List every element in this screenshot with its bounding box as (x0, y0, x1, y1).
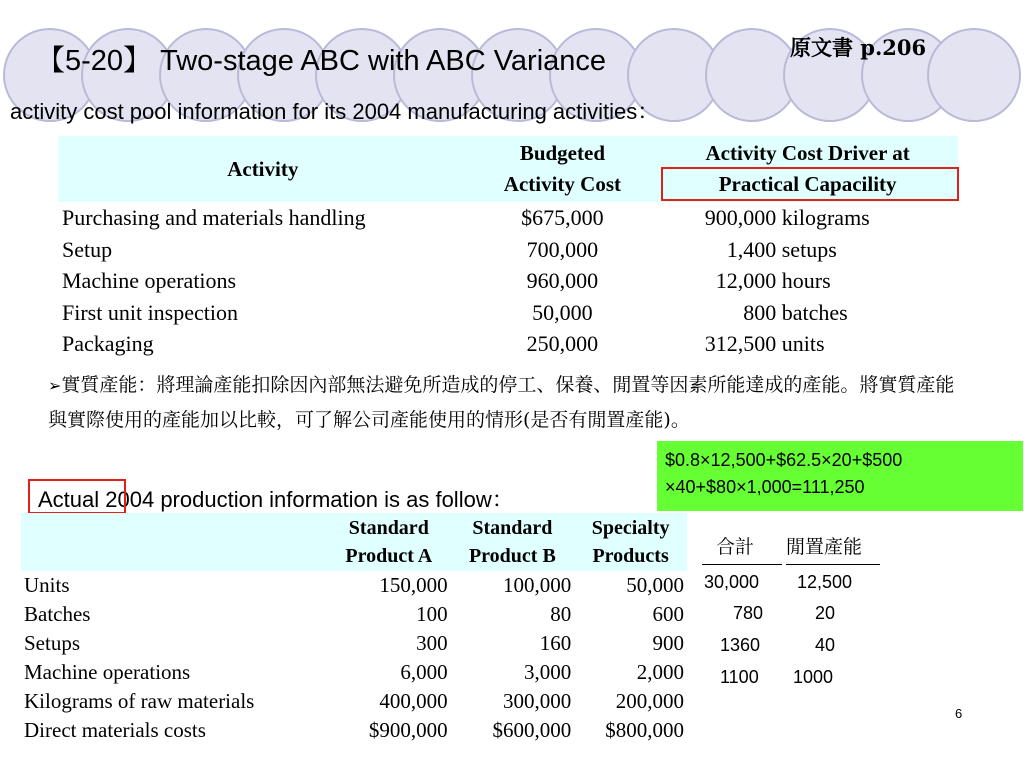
value-a: 6,000 (400, 660, 448, 684)
row-label: Kilograms of raw materials (24, 689, 255, 713)
value-b: 80 (550, 602, 572, 626)
side-total-value: 1100 (720, 667, 759, 687)
practical-capacity-highlight-box (661, 167, 959, 201)
value-c: 200,000 (615, 689, 684, 713)
row-label: Direct materials costs (24, 718, 206, 742)
header-blank (21, 513, 327, 571)
side-idle-value: 20 (815, 603, 836, 623)
driver-unit: hours (781, 268, 831, 293)
header-product-b (451, 513, 575, 571)
production-table-header (21, 513, 687, 571)
activity-driver (657, 297, 958, 329)
row-label: Setups (24, 631, 81, 655)
driver-qty: 900,000 (704, 205, 777, 230)
production-table (21, 513, 687, 745)
header-a-line1: Standard (348, 517, 429, 539)
bullet-arrow-icon: ➢ (48, 376, 62, 395)
activity-name: Machine operations (62, 268, 237, 293)
table-row (21, 571, 687, 600)
value-c: 900 (652, 631, 684, 655)
driver-qty: 800 (743, 299, 777, 325)
activity-name: First unit inspection (62, 299, 238, 325)
table-row (58, 234, 958, 266)
table-row (21, 629, 687, 658)
activity-cost: 700,000 (526, 236, 599, 262)
textbook-reference: 原文書 p.206 (790, 35, 927, 60)
activity-driver (657, 202, 958, 234)
header-b-line1: Standard (472, 517, 553, 539)
side-total-value: 1360 (720, 635, 761, 655)
activity-driver (657, 265, 958, 297)
header-driver-line1: Activity Cost Driver at (705, 141, 910, 165)
slide-title: 【5-20】 Two-stage ABC with ABC Variance (36, 45, 607, 77)
value-a: $900,000 (368, 718, 448, 742)
activity-cost: $675,000 (521, 205, 604, 230)
value-c: 600 (652, 602, 684, 626)
activity-cost: 960,000 (526, 268, 599, 293)
table-row (21, 658, 687, 687)
side-idle-value: 40 (815, 635, 836, 655)
side-idle-header: 閒置產能 (786, 536, 863, 558)
header-specialty (574, 513, 687, 571)
side-idle-value: 12,500 (797, 572, 853, 592)
header-c-line2: Products (592, 545, 669, 567)
header-product-a (327, 513, 451, 571)
table-row (58, 265, 958, 297)
calc-line2: ×40+$80×1,000=111,250 (665, 477, 865, 497)
row-label: Units (24, 573, 70, 597)
activity-driver (657, 328, 958, 360)
value-b: $600,000 (492, 718, 572, 742)
activity-cost: 50,000 (532, 299, 593, 325)
header-b-line2: Product B (468, 545, 556, 567)
value-b: 3,000 (523, 660, 572, 684)
idle-capacity-calculation-box (657, 441, 1023, 511)
activity-name: Packaging (62, 331, 154, 356)
header-c-line1: Specialty (591, 517, 670, 539)
header-cost-line1: Budgeted (519, 141, 605, 165)
side-total-underline (702, 564, 782, 565)
side-idle-underline (786, 564, 880, 565)
slide-subtitle: activity cost pool information for its 2004 manufacturing activities： (10, 99, 660, 124)
activity-driver (657, 234, 958, 266)
row-label: Machine operations (24, 660, 191, 684)
actual-heading-rest: 2004 production information is as follow： (99, 487, 514, 512)
actual-highlight-word: Actual (38, 487, 100, 512)
calc-line1: $0.8×12,500+$62.5×20+$500 (665, 450, 903, 470)
table-row (58, 297, 958, 329)
actual-highlight-box (28, 479, 126, 514)
value-a: 300 (416, 631, 448, 655)
table-row (58, 202, 958, 234)
value-a: 400,000 (379, 689, 448, 713)
side-total-value: 30,000 (704, 572, 760, 592)
header-driver-line2: Practical Capacility (718, 172, 897, 196)
table-row (21, 600, 687, 629)
value-b: 100,000 (502, 573, 572, 597)
side-total-value: 780 (733, 603, 764, 623)
driver-qty: 312,500 (704, 331, 777, 356)
activity-cost: 250,000 (526, 331, 599, 356)
row-label: Batches (24, 602, 91, 626)
page-number: 6 (955, 706, 963, 721)
value-c: 2,000 (636, 660, 684, 684)
practical-capacity-note (48, 368, 963, 437)
driver-unit: batches (781, 299, 848, 325)
header-budgeted-cost (468, 136, 658, 202)
value-a: 150,000 (379, 573, 448, 597)
value-c: 50,000 (626, 573, 684, 597)
value-a: 100 (416, 602, 448, 626)
table-row (58, 328, 958, 360)
side-idle-value: 1000 (793, 667, 834, 687)
side-total-header: 合計 (716, 536, 755, 558)
driver-unit: setups (781, 236, 837, 262)
value-b: 160 (539, 631, 572, 655)
value-b: 300,000 (502, 689, 572, 713)
driver-qty: 1,400 (726, 236, 777, 262)
note-text: 實質產能：將理論產能扣除因內部無法避免所造成的停工、保養、閒置等因素所能達成的產能。將實質產能與實際使用的產能加以比較，可了解公司產能使用的情形(是否有閒置產能)。 (48, 374, 955, 431)
table-row (21, 687, 687, 716)
table-row (21, 716, 687, 745)
header-a-line2: Product A (345, 545, 433, 567)
driver-unit: units (781, 331, 825, 356)
driver-qty: 12,000 (715, 268, 777, 293)
activity-name: Setup (62, 236, 113, 262)
header-cost-line2: Activity Cost (503, 172, 622, 196)
value-c: $800,000 (605, 718, 684, 742)
header-activity: Activity (58, 136, 468, 202)
driver-unit: kilograms (781, 205, 870, 230)
activity-name: Purchasing and materials handling (62, 205, 366, 230)
